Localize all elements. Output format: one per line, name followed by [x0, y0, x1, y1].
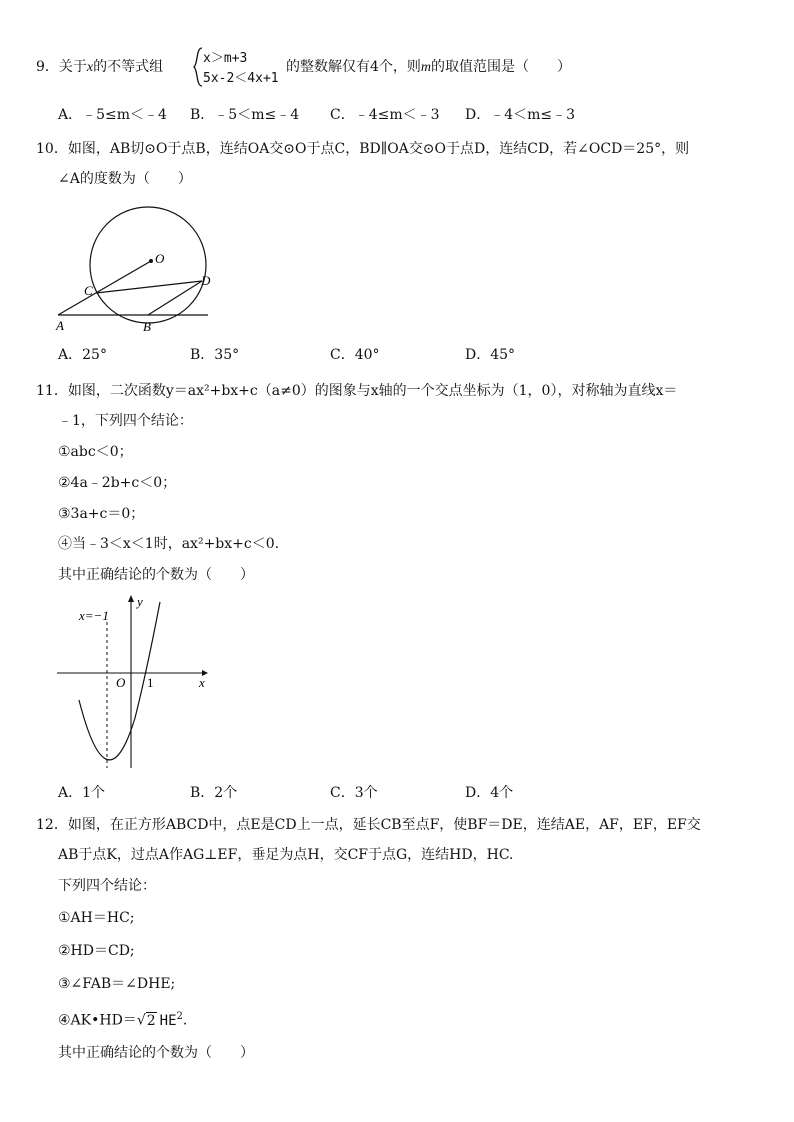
sqrt-icon: √	[136, 1012, 146, 1029]
q11-stem-line1	[36, 382, 677, 400]
q9-system-bottom: 5x-2＜4x+1	[203, 71, 279, 86]
q10-label-a: A	[56, 318, 64, 333]
q10-option-b[interactable]	[190, 346, 239, 364]
q9-option-b-text: ﹣5＜m≤﹣4	[214, 107, 300, 123]
q9-option-a[interactable]	[58, 106, 167, 124]
q9-option-d-text: ﹣4＜m≤﹣3	[490, 107, 576, 123]
q11-y-arrow	[128, 595, 134, 602]
q12-conclusion-1: ①AH＝HC;	[58, 910, 135, 926]
q10-option-d-label: D．	[465, 347, 491, 363]
q12-conclusion-4	[58, 1008, 187, 1030]
q9-option-d-label: D．	[465, 107, 491, 123]
q11-option-c-label: C．	[330, 785, 355, 801]
q10-option-a-text: 25°	[82, 347, 107, 363]
q11-option-a[interactable]	[58, 784, 105, 802]
q11-option-d-text: 4个	[490, 785, 514, 801]
q10-option-d[interactable]	[465, 346, 515, 364]
q9-option-a-label: A．	[58, 107, 83, 123]
q11-option-d[interactable]	[465, 784, 513, 802]
q11-conclusion-1: ①abc＜0；	[58, 444, 133, 460]
q11-stem-line2: ﹣1，下列四个结论：	[58, 413, 193, 429]
q11-label-x: x	[199, 675, 205, 690]
q10-label-b: B	[143, 319, 151, 334]
q11-option-c[interactable]	[330, 784, 378, 802]
q9-text-mid: 的不等式组	[93, 59, 164, 75]
q12-question: 其中正确结论的个数为（ ）	[58, 1045, 254, 1061]
q11-conclusion-2: ②4a﹣2b+c＜0；	[58, 475, 177, 491]
q10-stem-line1	[36, 140, 689, 158]
q9-option-a-text: ﹣5≤m＜﹣4	[82, 107, 167, 123]
q9-option-b-label: B．	[190, 107, 215, 123]
q10-circle	[90, 207, 206, 323]
q10-option-a[interactable]	[58, 346, 107, 364]
q12-c4-exponent: 2	[176, 1011, 183, 1022]
q11-option-b-label: B．	[190, 785, 215, 801]
q11-option-a-text: 1个	[82, 785, 106, 801]
q11-option-a-label: A．	[58, 785, 83, 801]
q12-text-line1: 如图，在正方形ABCD中，点E是CD上一点，延长CB至点F，使BF＝DE，连结AE，AF，EF，EF交	[67, 817, 701, 833]
q11-option-b[interactable]	[190, 784, 237, 802]
q12-c4-pre: ④AK•HD＝	[58, 1012, 137, 1029]
q11-conclusion-3: ③3a+c＝0；	[58, 506, 145, 522]
q12-intro: 下列四个结论：	[58, 878, 156, 894]
q9-text-tail: 的取值范围是（ ）	[431, 59, 572, 75]
q9-option-c[interactable]	[330, 106, 440, 124]
q12-stem-line2: AB于点K，过点A作AG⊥EF，垂足为点H，交CF于点G，连结HD，HC.	[58, 847, 514, 863]
q10-text-line1: 如图，AB切⊙O于点B，连结OA交⊙O于点C，BD∥OA交⊙O于点D，连结CD，若∠OCD＝25°，则	[67, 141, 690, 157]
q12-conclusion-3: ③∠FAB＝∠DHE;	[58, 976, 176, 992]
q10-option-c-text: 40°	[354, 347, 380, 363]
q12-c4-sqrt-value: 2	[146, 1012, 156, 1029]
q10-stem-line2: ∠A的度数为（ ）	[58, 171, 192, 187]
q11-label-one: 1	[147, 675, 154, 690]
q9-option-c-text: ﹣4≤m＜﹣3	[354, 107, 440, 123]
q9-var-m: m	[420, 60, 432, 75]
q12-stem-line1	[36, 816, 701, 834]
q10-option-b-text: 35°	[214, 347, 240, 363]
q9-option-b[interactable]	[190, 106, 299, 124]
q10-option-b-label: B．	[190, 347, 215, 363]
q10-label-o: O	[155, 251, 165, 266]
q9-number: 9．	[36, 59, 59, 75]
q11-question: 其中正确结论的个数为（ ）	[58, 567, 254, 583]
q12-c4-end: .	[182, 1012, 188, 1029]
q11-option-b-text: 2个	[214, 785, 238, 801]
q11-label-o: O	[116, 675, 126, 690]
q11-number: 11．	[36, 383, 68, 399]
q11-label-axis: x=−1	[79, 608, 109, 623]
q10-label-c: C	[84, 283, 93, 298]
q10-option-c[interactable]	[330, 346, 380, 364]
q11-conclusion-4: ④当﹣3＜x＜1时，ax²+bx+c＜0.	[58, 536, 280, 552]
q11-text-line1: 如图，二次函数y＝ax²+bx+c（a≠0）的图象与x轴的一个交点坐标为（1，0），对称轴为直线x＝	[67, 383, 678, 399]
q10-option-a-label: A．	[58, 347, 83, 363]
q12-c4-post: HE	[159, 1012, 177, 1029]
q10-option-d-text: 45°	[490, 347, 516, 363]
q12-conclusion-2: ②HD＝CD;	[58, 943, 135, 959]
q12-number: 12．	[36, 817, 68, 833]
q10-figure	[50, 195, 215, 335]
q9-option-c-label: C．	[330, 107, 355, 123]
q10-number: 10．	[36, 141, 68, 157]
q9-system-top: x＞m+3	[203, 51, 248, 66]
q10-label-d: D	[201, 273, 211, 288]
q10-point-o	[149, 259, 153, 263]
q11-option-d-label: D．	[465, 785, 491, 801]
q9-option-d[interactable]	[465, 106, 575, 124]
q11-label-y: y	[137, 594, 143, 609]
q10-option-c-label: C．	[330, 347, 355, 363]
q9-text-pre: 关于	[58, 59, 87, 75]
q9-text-post: 的整数解仅有4个，则	[286, 59, 421, 75]
q9-stem-tail	[286, 58, 571, 77]
q11-option-c-text: 3个	[354, 785, 378, 801]
q11-figure	[52, 590, 217, 775]
q9-var-x: x	[86, 60, 94, 75]
q9-stem	[36, 58, 163, 77]
